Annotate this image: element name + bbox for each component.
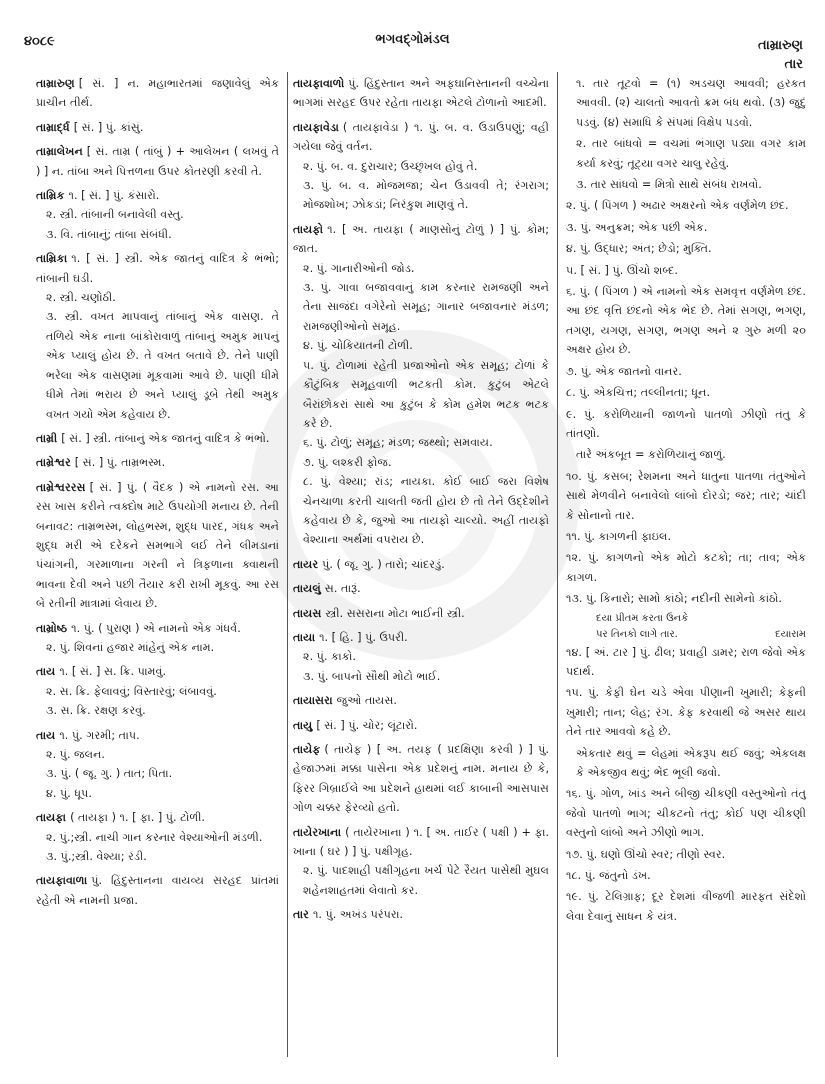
definition-sense: પું. હિંદુસ્તાનના વાયવ્ય સરહદ પ્રાંતમાં રહેતી એ નામની પ્રજા. xyxy=(36,874,279,907)
definition-sense: ( તાયફાવેડા ) ૧. પું. બ. વ. ઉડાઉપણું; વહી ગયેલા જેવું વર્તન. xyxy=(293,120,549,154)
definition-sense: પું. હિંદુસ્તાન અને અફઘાનિસ્તાનની વચ્ચેના ભાગમાં સરહદ ઉપર રહેતા તાયફા એટલે ટોળાનો આદમી. xyxy=(293,77,549,110)
definition-sense: [ સં. ] પું. કાંસું. xyxy=(73,120,144,134)
definition-sense: ૨. પું. બ. વ. દુરાચાર; ઉચ્છૃંખલ હોવું તે. xyxy=(303,159,478,173)
definition-sense: ૭. પું. એક જાતનો વાનર. xyxy=(566,364,682,378)
definition-sense: ૩. પું.;સ્ત્રી. વેશ્યા; રંડી. xyxy=(46,850,147,864)
guide-words xyxy=(758,36,803,74)
definition-sense: ૧૪. [ અં. ટાર ] પું. ઢીલ; પ્રવાહી ડામર; રાળ જેવો એક પદાર્થ. xyxy=(566,645,806,678)
definition-sense: ૭. પું. લશ્કરી ફોજ. xyxy=(303,455,392,469)
definition-sense: ૫. [ સં. ] પું. ઊંચો શબ્દ. xyxy=(566,263,678,277)
idiom-phrase: ૧. તાર તૂટવો = (૧) અડચણ આવવી; હરકત આવવી. (૨) ચાલતો આવતો ક્રમ બંધ થવો. (૩) જુદું પડવું. (૪) સમાધિ કે સંપમાં વિક્ષેપ પડવો. xyxy=(576,77,806,129)
headword: તાયફાવેડા xyxy=(293,120,339,134)
headword: તામ્રી xyxy=(36,431,58,445)
dictionary-entry xyxy=(293,628,549,686)
quotation-line: દયા પ્રીતમ કરતા ઉનકે xyxy=(596,612,689,624)
definition-sense: ૧. [ સં. ] પું. કંસારો. xyxy=(68,189,160,203)
dictionary-entry xyxy=(293,555,549,574)
dictionary-entry xyxy=(293,716,549,735)
headword: તાય xyxy=(36,665,56,679)
definition-sense: ૩. સ. ક્રિ. રક્ષણ કરવું. xyxy=(46,704,146,718)
headword: તાયા xyxy=(293,630,316,644)
dictionary-entry xyxy=(36,619,279,658)
definition-sense: ૩. સ્ત્રી. વખત માપવાનું તાંબાનું એક વાસણ. તે તળિયે એક નાના બાંકોરાવાળું તાંબાનું અમુક માપનું એક પ્યાલું હોય છે. તે વખત બતાવે છે. તેને પાણી ભરેલા એક વાસણમાં મૂકવામાં આવે છે. પાણી ધીમે ધીમે તેમાં ભરાય છે અને પ્યાલું ડૂબે તેથી અમુક વખત ગયો એમ કહેવાય છે. xyxy=(46,310,279,421)
guide-word-top: તામ્રારુણ xyxy=(757,38,803,53)
headword: તાયેફ xyxy=(293,743,321,756)
definition-sense: ૧. [ અ. તાયફા ( માણસોનું ટોળું ) ] પું. કોમ; જાત. xyxy=(293,222,549,256)
definition-sense: ૨. સ. ક્રિ. ફેલાવવું; વિસ્તારવું; લંબાવવું. xyxy=(46,684,217,698)
definition-sense: ૯. પું. કરોળિયાની જાળનો પાતળો ઝીણો તંતુ કે તાંતણો. xyxy=(566,407,806,440)
column-1 xyxy=(36,74,279,915)
dictionary-entry xyxy=(293,74,549,113)
idiom-phrase: ૨. તાર બાંધવો = વચમાં ભંગાણ પડ્યા વગર કામ કર્યા કરવું; તૂટ્યા વગર ચાલુ રહેવું. xyxy=(576,137,806,170)
definition-sense: ૧. [ સં. ] સ. ક્રિ. પામવું. xyxy=(59,665,167,679)
definition-sense: ૪. પું. ધૂપ. xyxy=(46,786,92,800)
headword: તાય xyxy=(36,728,56,742)
definition-sense: ૧. [ હિ. ] પું. ઉપરી. xyxy=(319,630,408,644)
definition-sense: ૮. પું. એકચિત્ત; તલ્લીનતા; ધૂન. xyxy=(566,386,711,400)
definition-sense: [ સં. ] પું. ચોર; લૂંટારો. xyxy=(316,718,418,732)
headword: તાયસ xyxy=(293,606,322,620)
column-divider xyxy=(557,72,558,1057)
idiom-phrase: તારે અંકબૂત = કરોળિયાનું જાળું. xyxy=(576,448,726,462)
headword: તામ્રાલેખન xyxy=(36,145,83,159)
definition-sense: ૩. વિ. તાંબાનું; તાંબા સંબંધી. xyxy=(46,227,172,241)
dictionary-entry xyxy=(36,808,279,866)
headword: તાયર xyxy=(293,557,319,571)
definition-sense: જુઓ તાયસ. xyxy=(336,694,397,708)
definition-sense: [ સં. ] સ્ત્રી. તાંબાનું એક જાતનું વાદિત્ર કે ભંભો. xyxy=(61,431,270,445)
idiom-phrase: ૩. તાર સાંધવો = મિત્રો સાથે સંબંધ રાખવો. xyxy=(576,178,762,192)
definition-sense: ૨. પું. શિવનાં હજાર માંહેનું એક નામ. xyxy=(46,640,215,654)
definition-sense: ૨. પું. ગાનારીઓની જોડ. xyxy=(303,261,415,275)
definition-sense: ૧૬. પું. ગોળ, ખાંડ અને બીજી ચીકણી વસ્તુઓનો તંતુ જેવો પાતળો ભાગ; ચીકટનો તંતુ; કોઈ પણ ચીકણી વસ્તુનો લાંબો અને ઝીણો ભાગ. xyxy=(566,787,806,840)
dictionary-entry xyxy=(36,429,279,448)
dictionary-entry xyxy=(36,453,279,472)
headword: તામ્રારુણ xyxy=(36,77,75,90)
definition-sense: [ સં. ] પું. ( વૈદક ) એ નામનો રસ. આ રસ ખાસ કરીને ત્વક્દોષ માટે ઉપયોગી મનાય છે. તેની બનાવટ: તામ્રભસ્મ, લોહભસ્મ, શુદ્ધ પારદ, ગંધક અને શુદ્ધ મરી એ દરેકને સમભાગે લઈ તેને લીમડાનાં પંચાંગની, ગરમાળાના ગરની ને ત્રિફળાના ક્વાથની ભાવના દેવી અને પછી તૈયાર કરી રાખી મૂકવું. આ રસ બે રતીની માત્રામાં લેવાય છે. xyxy=(36,480,279,611)
definition-sense: સ્ત્રી. સસરાના મોટા ભાઈની સ્ત્રી. xyxy=(325,606,465,620)
definition-sense: ૨. પું. કાકો. xyxy=(303,650,356,664)
definition-sense: ૨. પું. પાદશાહી પક્ષીગૃહના ખર્ચ પેટે રૈયત પાસેથી મુઘલ શહેનશાહતમાં લેવાતો કર. xyxy=(303,864,549,897)
definition-sense: ૪. પું. ચોકિયાતની ટોળી. xyxy=(303,339,413,353)
quotation-attribution: દયારામ xyxy=(775,628,806,640)
definition-sense: ૧૧. પું. કાગળની ફાઇલ. xyxy=(566,529,672,543)
definition-sense: [ સં. તામ્ર ( તાંબું ) + આલેખન ( લખવું તે ) ] ન. તાંબા અને પિત્તળના ઉપર કોતરણી કરવી તે. xyxy=(36,145,279,178)
headword: તાયુ xyxy=(293,718,313,732)
definition-sense: ૨. પું.;સ્ત્રી. નાચી ગાન કરનાર વેશ્યાઓની મંડળી. xyxy=(46,830,263,844)
definition-sense: ૨. સ્ત્રી. તાંબાની બનાવેલી વસ્તુ. xyxy=(46,208,184,222)
idiom-phrase: એકતાર થવું = લેહમાં એકરૂપ થઈ જવું; એકલક્ષ કે એકજીવ થવું; ભેદ ભૂલી જવો. xyxy=(576,746,806,779)
definition-sense: ૨. પું. જલન. xyxy=(46,748,105,761)
headword: તામ્રેશ્વર xyxy=(36,456,71,470)
dictionary-entry xyxy=(293,691,549,710)
dictionary-entry xyxy=(36,871,279,910)
headword: તાર xyxy=(293,908,309,922)
headword: તાયફો xyxy=(293,222,324,236)
definition-sense: સ. તારૂં. xyxy=(324,582,361,596)
dictionary-entry xyxy=(293,823,549,901)
quotation-line xyxy=(596,627,806,643)
headword: તાયફા xyxy=(36,811,67,825)
dictionary-entry xyxy=(293,905,549,924)
definition-sense: ૧. પું. ( પુરાણ ) એ નામનો એક ગંધર્વ. xyxy=(71,621,241,635)
definition-sense: પું. ( જૂ. ગુ. ) તારો; ચાંદરડું. xyxy=(322,557,445,571)
definition-sense: ૧૩. પું. કિનારો; સામો કાંઠો; નદીની સામેનો કાંઠો. xyxy=(566,592,782,606)
definition-sense: ૬. પું. ( પિંગળ ) એ નામનો એક સમવૃત્ત વર્ણમેળ છંદ. આ છંદ વૃત્તિ છંદનો એક ભેદ છે. તેમાં સગણ, ભગણ, તગણ, યગણ, સગણ, ભગણ અને ૨ ગુરુ મળી ૨૦ અક્ષર હોય છે. xyxy=(566,285,806,357)
definition-sense: ૩. પું. ગાવા બજાવવાનું કામ કરનાર રામજણી અને તેના સાજંદા વગેરેનો સમૂહ; ગાનાર બજાવનાર મંડળ; રામજણીઓનો સમૂહ. xyxy=(303,281,549,333)
headword: તાયેરખાના xyxy=(293,825,342,839)
dictionary-entry xyxy=(36,726,279,804)
dictionary-entry xyxy=(293,118,549,215)
page-title: ભગવદ્ગોમંડલ xyxy=(375,32,450,47)
definition-sense: ૮. પું. વેશ્યા; રાંડ; નાયકા. કોઈ બાઈ જરા વિશેષ ચેનચાળા કરતી ચાલતી જતી હોય છે તો તેને ઉદ્દેશીને કહેવાય છે કે, જુઓ આ તાયફો ચાલ્યો. અહીં તાયફો વેશ્યાના અર્થમાં વપરાય છે. xyxy=(303,475,549,547)
column-divider xyxy=(287,72,288,1057)
quotation-text: પર તિનકો લાગે તાર. xyxy=(596,628,678,640)
definition-sense: ૪. પું. ઉદ્ધાર; અંત; છેડો; મુક્તિ. xyxy=(566,242,712,256)
headword: તામ્રોષ્ઠ xyxy=(36,621,68,635)
definition-sense: [ સં. ] ન. મહાભારતમાં જણાવેલું એક પ્રાચીન તીર્થ. xyxy=(36,77,279,110)
definition-sense: ૧. પું. અખંડ પરંપરા. xyxy=(312,908,404,922)
dictionary-entry xyxy=(36,142,279,181)
headword: તાયફાવાળા xyxy=(36,874,88,888)
definition-sense: ૨. પું. ( પિંગળ ) અઢાર અક્ષરનો એક વર્ણમેળ છંદ. xyxy=(566,199,789,213)
column-3 xyxy=(566,74,806,928)
dictionary-entry xyxy=(36,118,279,137)
dictionary-entry xyxy=(36,478,279,614)
definition-sense: ૩. પું. બ. વ. મોજમજા; ચેન ઉડાવવી તે; રંગરાગ; મોજશોખ; ઝોકડાં; નિરંકુશ માણવું તે. xyxy=(303,179,549,212)
dictionary-entry xyxy=(36,74,279,113)
guide-word-bottom: તાર xyxy=(784,57,803,72)
dictionary-entry xyxy=(36,662,279,720)
dictionary-entry xyxy=(36,186,279,244)
definition-sense: ૬. પું. ટોળું; સમૂહ; મંડળ; જથ્થો; સમવાય. xyxy=(303,436,493,450)
definition-sense: ( તાયફા ) ૧. [ ફા. ] પું. ટોળી. xyxy=(70,811,205,825)
headword: તામ્રેશ્વરરસ xyxy=(36,480,86,494)
quotation xyxy=(566,611,806,643)
dictionary-entry xyxy=(293,579,549,598)
page-number: ૪૦૮૯ xyxy=(24,34,55,49)
headword: તામ્રાર્દ્ધ xyxy=(36,120,70,134)
definition-sense: ૧૫. પું. કેફી ઘેન ચડે એવા પીણાની ખુમારી; કેફની ખુમારી; તાન; લેહ; રંગ. કેફ કરવાથી જે અસર થાય તેને તાર આવવો કહે છે. xyxy=(566,686,806,739)
definition-sense: ૧. [ સં. ] સ્ત્રી. એક જાતનું વાદિત્ર કે ભંભો; તાંબાની ઘડી. xyxy=(36,252,279,285)
definition-sense: ૫. પું. ટોળામાં રહેતી પ્રજાઓનો એક સમૂહ; ટોળાં કે કૌટુંબિક સમૂહવાળી ભટકતી કોમ. કુટુંબ એટલે બૈરાંછોકરાં સાથે આ કુટુંબ કે કોમ હમેશ ભટક ભટક કરે છે. xyxy=(303,358,549,430)
definition-sense: ૧૮. પું. જંતુનો ડંખ. xyxy=(566,869,651,883)
definition-sense: ( તાયેફ ) [ અ. તયફ ( પ્રદક્ષિણા કરવી ) ] પું. હેજાઝમાં મક્કા પાસેના એક પ્રદેશનું નામ. મનાય છે કે, ફિરર ગિબ્રાઈલે આ પ્રદેશને હાથમાં લઈ કાબાની આસપાસ ગોળ ચક્કર ફેરવ્યો હતો. xyxy=(293,743,549,815)
dictionary-entry xyxy=(293,604,549,623)
headword: તાયાસરા xyxy=(293,694,333,708)
dictionary-entry xyxy=(36,249,279,424)
page-header xyxy=(0,28,825,72)
definition-sense: ( તાયેરખાના ) ૧. [ અ. તાઈર ( પક્ષી ) + ફા. ખાના ( ઘર ) ] પું. પક્ષીગૃહ. xyxy=(293,825,549,859)
definition-sense: ૧૯. પું. ટેલિગ્રાફ; દૂર દેશમાં વીજળી મારફત સંદેશો લેવા દેવાનું સાધન કે યંત્ર. xyxy=(566,890,806,923)
definition-sense: ૧૨. પું. કાગળનો એક મોટો કટકો; તા; તાવ; એક કાગળ. xyxy=(566,551,806,584)
definition-sense: ૧૭. પું. ઘણો ઊંચો સ્વર; તીણો સ્વર. xyxy=(566,847,726,861)
headword: તામ્રિકા xyxy=(36,252,68,266)
dictionary-entry xyxy=(293,740,549,818)
definition-sense: [ સં. ] પું. તામ્રભસ્મ. xyxy=(74,456,166,470)
headword: તામ્રિક xyxy=(36,189,65,203)
dictionary-entry xyxy=(293,220,549,550)
headword: તાયફાવાળો xyxy=(293,77,345,90)
definition-sense: ૧. પું. ગરમી; તાપ. xyxy=(59,728,140,742)
definition-sense: ૩. પું. ( જૂ. ગુ. ) તાત; પિતા. xyxy=(46,767,173,781)
definition-sense: ૨. સ્ત્રી. ચણોઠી. xyxy=(46,291,116,305)
definition-sense: ૩. પું. બાપનો સૌથી મોટો ભાઈ. xyxy=(303,669,441,683)
headword: તાયલું xyxy=(293,582,321,596)
definition-sense: ૩. પું. અનુક્રમ; એક પછી એક. xyxy=(566,220,708,234)
column-2 xyxy=(293,74,549,930)
definition-sense: ૧૦. પું. કસબ; રેશમના અને ધાતુના પાતળા તંતુઓને સાથે મેળવીને બનાવેલો લાંબો દોરડો; જર; તાર; ચાંદી કે સોનાનો તાર. xyxy=(566,469,806,522)
